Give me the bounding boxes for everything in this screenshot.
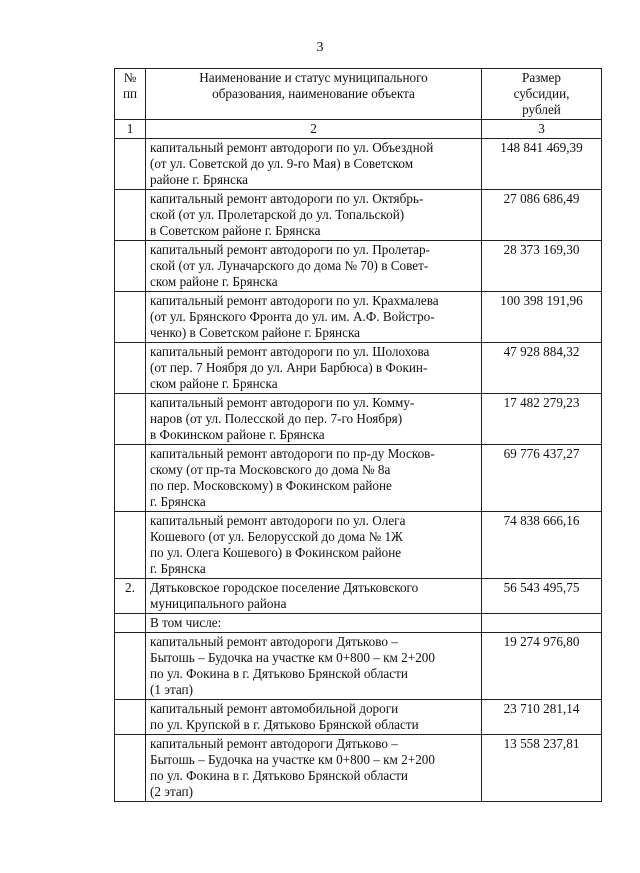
table-row xyxy=(115,190,602,241)
table-row xyxy=(115,614,602,633)
row-name: капитальный ремонт автодороги по ул. Крахмалева (от ул. Брянского Фронта до ул. им. А.Ф. Войстро- ченко) в Советском районе г. Брянска xyxy=(146,292,482,343)
row-name: капитальный ремонт автодороги по ул. Объездной (от ул. Советской до ул. 9-го Мая) в Советском районе г. Брянска xyxy=(146,139,482,190)
page-number: 3 xyxy=(316,40,324,55)
row-amount: 100 398 191,96 xyxy=(482,292,602,343)
row-name: капитальный ремонт автодороги по пр-ду Москов- скому (от пр-та Московского до дома № 8а по пер. Московскому) в Фокинском районе г. Брянска xyxy=(146,445,482,512)
row-name: капитальный ремонт автодороги по ул. Олега Кошевого (от ул. Белорусской до дома № 1Ж по ул. Олега Кошевого) в Фокинском районе г. Брянска xyxy=(146,512,482,579)
row-number xyxy=(115,445,146,512)
row-amount: 47 928 884,32 xyxy=(482,343,602,394)
table-row xyxy=(115,445,602,512)
row-amount: 56 543 495,75 xyxy=(482,579,602,614)
row-name: капитальный ремонт автодороги Дятьково – Бытошь – Будочка на участке км 0+800 – км 2+200 по ул. Фокина в г. Дятьково Брянской области (2 этап) xyxy=(146,735,482,802)
index-cell: 1 xyxy=(115,120,146,139)
row-amount: 28 373 169,30 xyxy=(482,241,602,292)
row-amount: 74 838 666,16 xyxy=(482,512,602,579)
table-row xyxy=(115,735,602,802)
table-row xyxy=(115,292,602,343)
table-row xyxy=(115,700,602,735)
row-amount: 13 558 237,81 xyxy=(482,735,602,802)
row-name: капитальный ремонт автодороги по ул. Октябрь- ской (от ул. Пролетарской до ул. Топальской) в Советском районе г. Брянска xyxy=(146,190,482,241)
row-amount: 17 482 279,23 xyxy=(482,394,602,445)
table-header-row xyxy=(115,69,602,120)
row-number xyxy=(115,614,146,633)
row-number xyxy=(115,241,146,292)
row-amount: 23 710 281,14 xyxy=(482,700,602,735)
table-row xyxy=(115,241,602,292)
row-name: капитальный ремонт автодороги Дятьково – Бытошь – Будочка на участке км 0+800 – км 2+200 по ул. Фокина в г. Дятьково Брянской области (1 этап) xyxy=(146,633,482,700)
header-number: № пп xyxy=(115,69,146,120)
table-row xyxy=(115,512,602,579)
table-row xyxy=(115,633,602,700)
row-number xyxy=(115,394,146,445)
row-number xyxy=(115,735,146,802)
table-row xyxy=(115,139,602,190)
table-row xyxy=(115,394,602,445)
table-row xyxy=(115,579,602,614)
row-name: капитальный ремонт автодороги по ул. Комму- наров (от ул. Полесской до пер. 7-го Ноября) в Фокинском районе г. Брянска xyxy=(146,394,482,445)
table-row xyxy=(115,343,602,394)
row-number xyxy=(115,512,146,579)
row-number xyxy=(115,139,146,190)
table-index-row xyxy=(115,120,602,139)
row-amount: 27 086 686,49 xyxy=(482,190,602,241)
row-amount: 19 274 976,80 xyxy=(482,633,602,700)
row-number xyxy=(115,700,146,735)
index-cell: 2 xyxy=(146,120,482,139)
row-name: капитальный ремонт автодороги по ул. Пролетар- ской (от ул. Луначарского до дома № 70) в Совет- ском районе г. Брянска xyxy=(146,241,482,292)
subsidy-table xyxy=(114,68,602,802)
index-cell: 3 xyxy=(482,120,602,139)
header-name: Наименование и статус муниципального образования, наименование объекта xyxy=(146,69,482,120)
header-amount: Размер субсидии, рублей xyxy=(482,69,602,120)
row-amount xyxy=(482,614,602,633)
row-name: В том числе: xyxy=(146,614,482,633)
row-number xyxy=(115,633,146,700)
row-amount: 69 776 437,27 xyxy=(482,445,602,512)
row-number: 2. xyxy=(115,579,146,614)
row-number xyxy=(115,190,146,241)
row-name: Дятьковское городское поселение Дятьковского муниципального района xyxy=(146,579,482,614)
row-name: капитальный ремонт автомобильной дороги по ул. Крупской в г. Дятьково Брянской области xyxy=(146,700,482,735)
row-amount: 148 841 469,39 xyxy=(482,139,602,190)
row-number xyxy=(115,292,146,343)
table-body xyxy=(115,139,602,802)
row-number xyxy=(115,343,146,394)
row-name: капитальный ремонт автодороги по ул. Шолохова (от пер. 7 Ноября до ул. Анри Барбюса) в Фокин- ском районе г. Брянска xyxy=(146,343,482,394)
